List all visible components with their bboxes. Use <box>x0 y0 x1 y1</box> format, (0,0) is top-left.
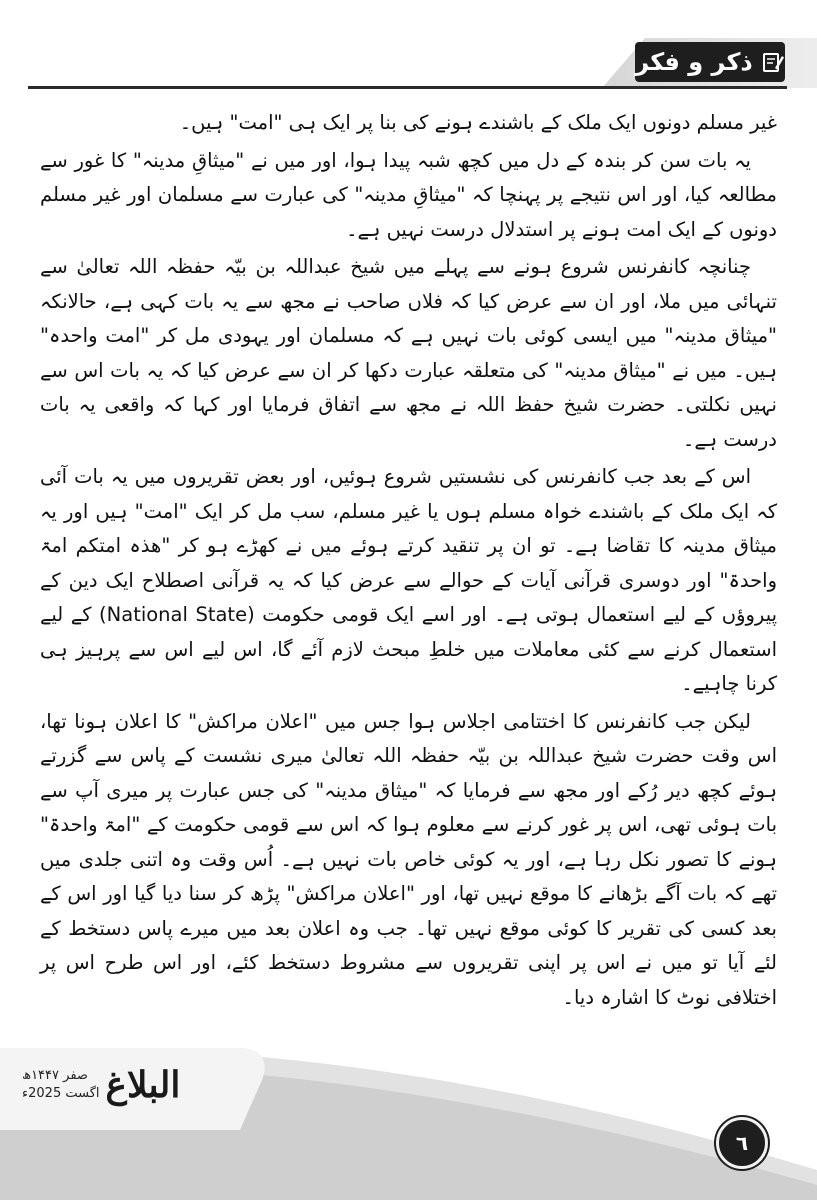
greg-month: اگست <box>65 1086 100 1101</box>
brand-name: البلاغ <box>105 1064 181 1106</box>
magazine-logo <box>22 1050 222 1120</box>
paragraph-2: یہ بات سن کر بندہ کے دل میں کچھ شبہ پیدا ہوا، اور میں نے "میثاقِ مدینہ" کا غور سے مطالعہ کیا، اور اس نتیجے پر پہنچا کہ "میثاقِ مدینہ" کی عبارت سے مسلمان اور غیر مسلم دونوں کے ایک امت ہونے پر استدلال درست نہیں ہے۔ <box>40 148 777 241</box>
hijri-month: صفر <box>63 1068 88 1083</box>
paragraph-5: لیکن جب کانفرنس کا اختتامی اجلاس ہوا جس میں "اعلان مراکش" کا اعلان ہونا تھا، اس وقت حضرت شیخ عبداللہ بن بیّہ حفظہ اللہ تعالیٰ میری نشست کے پاس سے گزرتے ہوئے کچھ دیر رُکے اور مجھ سے فرمایا کہ "میثاق مدینہ" کی جس عبارت پر میری آپ سے بات ہوئی تھی، اس پر غور کرنے سے معلوم ہوا کہ اس سے قومی حکومت کے "امۃ واحدۃ" ہونے کا تصور نکل رہا ہے، اور یہ کوئی خاص بات نہیں ہے۔ اُس وقت وہ اتنی جلدی میں تھے کہ بات آگے بڑھانے کا موقع نہیں تھا، اور "اعلان مراکش" پڑھ کر سنا دیا گیا اور اس کے بعد کسی کی تقریر کا کوئی موقع نہیں تھا۔ جب وہ اعلان بعد میں میرے پاس دستخط کے لئے آیا تو میں نے اس پر اپنی تقریروں سے مشروط دستخط کئے، اور اس طرح اس پر اختلافی نوٹ کا اشارہ دیا۔ <box>40 709 777 1009</box>
page-number: ٦ <box>716 1117 768 1169</box>
header-rule <box>28 86 787 89</box>
section-title-text: ذکر و فکر <box>635 48 753 76</box>
notepad-pen-icon <box>761 50 785 74</box>
paragraph-3: چنانچہ کانفرنس شروع ہونے سے پہلے میں شیخ عبداللہ بن بیّہ حفظہ اللہ تعالیٰ سے تنہائی میں ملا، اور ان سے عرض کیا کہ فلاں صاحب نے مجھ سے یہ بات کہی ہے، حالانکہ "میثاق مدینہ" میں ایسی کوئی بات نہیں ہے کہ مسلمان اور یہودی مل کر "امت واحدہ" ہیں۔ میں نے "میثاق مدینہ" کی متعلقہ عبارت دکھا کر ان سے عرض کیا کہ یہ بات اس سے نہیں نکلتی۔ حضرت شیخ حفظ اللہ نے مجھ سے اتفاق فرمایا اور کہا کہ واقعی یہ بات درست ہے۔ <box>40 255 777 451</box>
section-title <box>635 42 785 82</box>
greg-year: 2025ء <box>22 1086 62 1101</box>
paragraph-1: غیر مسلم دونوں ایک ملک کے باشندے ہونے کی بنا پر ایک ہی "امت" ہیں۔ <box>179 111 777 134</box>
paragraph-4: اس کے بعد جب کانفرنس کی نشستیں شروع ہوئیں، اور بعض تقریروں میں یہ بات آئی کہ ایک ملک کے باشندے خواہ مسلم ہوں یا غیر مسلم، سب مل کر ایک "امت" ہیں اور یہ میثاق مدینہ کا تقاضا ہے۔ تو ان پر تنقید کرتے ہوئے میں نے کھڑے ہو کر "ھذہ امتکم امۃ واحدۃ" اور دوسری قرآنی آیات کے حوالے سے عرض کیا کہ یہ قرآنی اصطلاح ایک دین کے پیروؤں کے لیے استعمال ہوتی ہے۔ اور اسے ایک قومی حکومت (National State) کے لیے استعمال کرنے سے کئی معاملات میں خلطِ مبحث لازم آئے گا، اس لیے اس سے پرہیز ہی کرنا چاہیے۔ <box>40 465 778 695</box>
hijri-year: ۱۴۴۷ھ <box>22 1068 60 1083</box>
article-body <box>40 106 777 1036</box>
issue-date <box>22 1067 100 1103</box>
